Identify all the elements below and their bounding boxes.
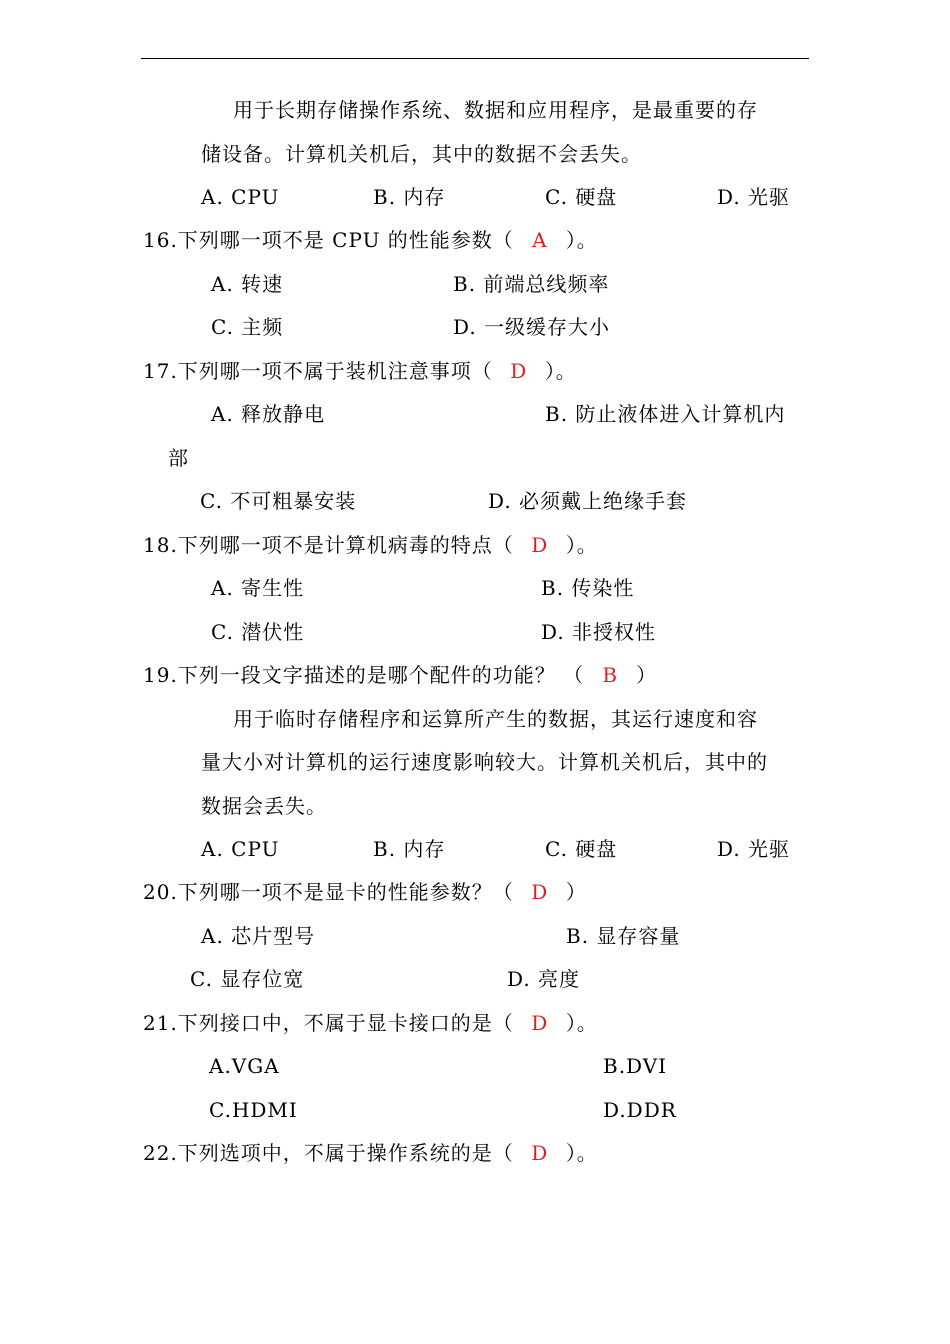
- q17-option-b: B. 防止液体进入计算机内: [545, 402, 786, 426]
- question-text: 16.下列哪一项不是 CPU 的性能参数（: [143, 228, 514, 252]
- answer-mark: B: [602, 663, 619, 687]
- q19-option-b: B. 内存: [373, 837, 446, 861]
- answer-mark: D: [510, 359, 528, 383]
- q15-stem-line-1: 用于长期存储操作系统、数据和应用程序，是最重要的存: [233, 98, 758, 122]
- q19-option-a: A. CPU: [201, 837, 280, 861]
- question-suffix: ）: [565, 880, 587, 904]
- q22-question: [143, 1140, 598, 1166]
- question-text: 22.下列选项中，不属于操作系统的是（: [143, 1141, 514, 1165]
- q21-option-c: C.HDMI: [209, 1098, 298, 1122]
- q18-question: [143, 532, 598, 558]
- q17-option-a: A. 释放静电: [211, 402, 326, 426]
- q21-option-d: D.DDR: [603, 1098, 677, 1122]
- q19-stem-line-3: 数据会丢失。: [201, 794, 327, 818]
- q21-question: [143, 1010, 598, 1036]
- question-text: 18.下列哪一项不是计算机病毒的特点（: [143, 533, 514, 557]
- question-suffix: ）。: [565, 533, 598, 557]
- question-suffix: ）: [636, 663, 658, 687]
- q15-option-d: D. 光驱: [717, 185, 791, 209]
- q15-option-a: A. CPU: [201, 185, 280, 209]
- question-suffix: ）。: [565, 1011, 598, 1035]
- q19-stem-line-1: 用于临时存储程序和运算所产生的数据，其运行速度和容: [233, 707, 758, 731]
- q15-option-b: B. 内存: [373, 185, 446, 209]
- q20-option-a: A. 芯片型号: [201, 924, 316, 948]
- question-text: 20.下列哪一项不是显卡的性能参数？（: [143, 880, 514, 904]
- q16-option-b: B. 前端总线频率: [453, 272, 610, 296]
- q19-stem-line-2: 量大小对计算机的运行速度影响较大。计算机关机后，其中的: [201, 750, 768, 774]
- q21-option-b: B.DVI: [603, 1054, 668, 1078]
- q19-option-d: D. 光驱: [717, 837, 791, 861]
- q19-question: [143, 662, 657, 688]
- q17-question: [143, 358, 577, 384]
- q20-question: [143, 879, 587, 905]
- q18-option-b: B. 传染性: [541, 576, 635, 600]
- question-suffix: ）。: [565, 228, 598, 252]
- q15-stem-line-2: 储设备。计算机关机后，其中的数据不会丢失。: [201, 142, 642, 166]
- q20-option-b: B. 显存容量: [566, 924, 681, 948]
- q21-option-a: A.VGA: [209, 1054, 280, 1078]
- q17-option-b-wrap: 部: [168, 446, 189, 470]
- q16-option-a: A. 转速: [211, 272, 284, 296]
- answer-mark: D: [531, 1141, 549, 1165]
- q18-option-a: A. 寄生性: [211, 576, 305, 600]
- q18-option-c: C. 潜伏性: [211, 620, 305, 644]
- answer-mark: D: [531, 533, 549, 557]
- answer-mark: D: [531, 880, 549, 904]
- question-text: 17.下列哪一项不属于装机注意事项（: [143, 359, 493, 383]
- q20-option-d: D. 亮度: [507, 967, 581, 991]
- q16-question: [143, 227, 598, 253]
- question-suffix: ）。: [544, 359, 577, 383]
- header-rule: [141, 58, 809, 59]
- q16-option-c: C. 主频: [211, 315, 284, 339]
- q20-option-c: C. 显存位宽: [190, 967, 305, 991]
- question-suffix: ）。: [565, 1141, 598, 1165]
- q16-option-d: D. 一级缓存大小: [453, 315, 611, 339]
- question-text: 19.下列一段文字描述的是哪个配件的功能？ （: [143, 663, 585, 687]
- q18-option-d: D. 非授权性: [541, 620, 657, 644]
- q15-option-c: C. 硬盘: [545, 185, 618, 209]
- answer-mark: A: [532, 228, 548, 252]
- question-text: 21.下列接口中，不属于显卡接口的是（: [143, 1011, 514, 1035]
- q17-option-d: D. 必须戴上绝缘手套: [488, 489, 688, 513]
- q17-option-c: C. 不可粗暴安装: [200, 489, 357, 513]
- answer-mark: D: [531, 1011, 549, 1035]
- q19-option-c: C. 硬盘: [545, 837, 618, 861]
